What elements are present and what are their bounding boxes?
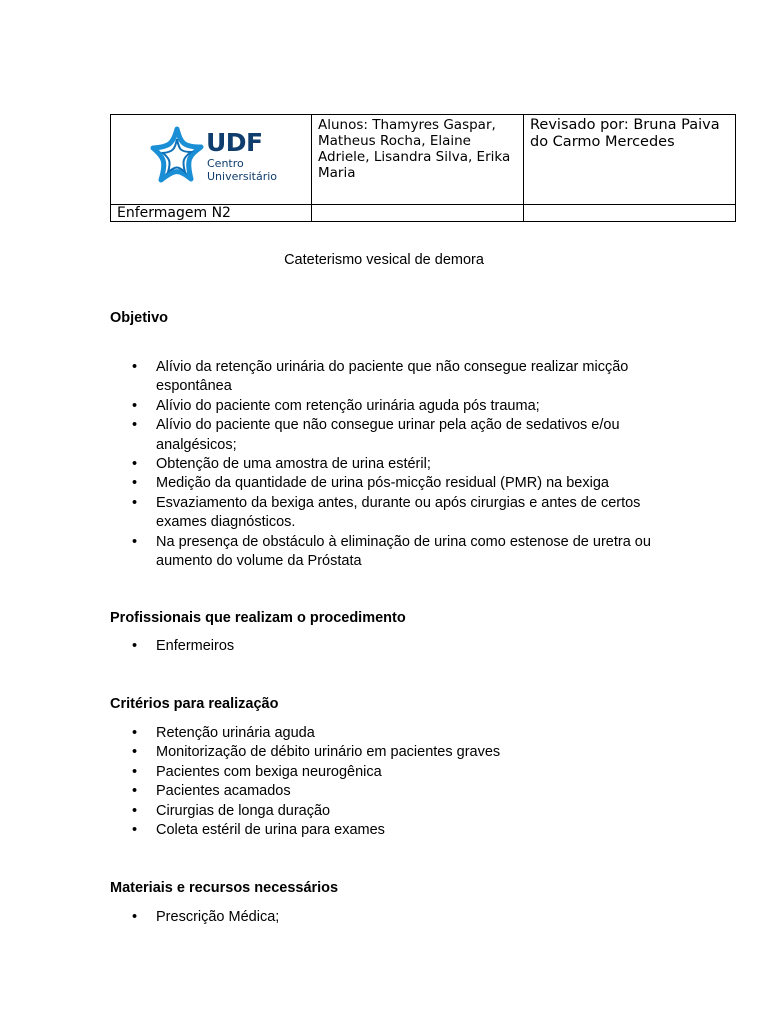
criterios-list bbox=[110, 724, 670, 840]
empty-cell bbox=[524, 205, 736, 222]
list-item: • Alívio da retenção urinária do paciente que não consegue realizar micção espontânea bbox=[110, 358, 670, 397]
section-heading-objetivo: Objetivo bbox=[110, 310, 169, 326]
reviewer-cell: Revisado por: Bruna Paiva do Carmo Mercedes bbox=[524, 115, 736, 205]
logo-cell bbox=[111, 115, 312, 205]
objetivo-list bbox=[110, 358, 670, 571]
header-table bbox=[110, 114, 736, 222]
list-item: • Alívio do paciente com retenção urinária aguda pós trauma; bbox=[110, 397, 670, 416]
students-cell: Alunos: Thamyres Gaspar, Matheus Rocha, Elaine Adriele, Lisandra Silva, Erika Maria bbox=[312, 115, 524, 205]
udf-logo bbox=[149, 125, 299, 187]
list-item: • Pacientes com bexiga neurogênica bbox=[110, 763, 670, 782]
list-item: • Monitorização de débito urinário em pacientes graves bbox=[110, 743, 670, 762]
list-item: • Alívio do paciente que não consegue urinar pela ação de sedativos e/ou analgésicos; bbox=[110, 416, 670, 455]
materiais-list bbox=[110, 908, 670, 927]
star-logo-icon bbox=[149, 125, 205, 185]
list-item: • Na presença de obstáculo à eliminação de urina como estenose de uretra ou aumento do volume da Próstata bbox=[110, 533, 670, 572]
profissionais-list bbox=[110, 637, 670, 656]
document-title: Cateterismo vesical de demora bbox=[284, 252, 484, 268]
list-item: • Obtenção de uma amostra de urina estéril; bbox=[110, 455, 670, 474]
list-item: • Retenção urinária aguda bbox=[110, 724, 670, 743]
list-item: • Medição da quantidade de urina pós-micção residual (PMR) na bexiga bbox=[110, 474, 670, 493]
logo-subtitle-line2: Universitário bbox=[207, 170, 278, 183]
section-heading-profissionais: Profissionais que realizam o procedimento bbox=[110, 610, 406, 626]
list-item: • Enfermeiros bbox=[110, 637, 670, 656]
list-item: • Pacientes acamados bbox=[110, 782, 670, 801]
list-item: • Cirurgias de longa duração bbox=[110, 802, 670, 821]
logo-subtitle-line1: Centro bbox=[207, 157, 244, 170]
course-cell: Enfermagem N2 bbox=[111, 205, 312, 222]
empty-cell bbox=[312, 205, 524, 222]
logo-brand-text: UDF bbox=[206, 128, 263, 157]
list-item: • Prescrição Médica; bbox=[110, 908, 670, 927]
list-item: • Coleta estéril de urina para exames bbox=[110, 821, 670, 840]
section-heading-materiais: Materiais e recursos necessários bbox=[110, 880, 339, 896]
section-heading-criterios: Critérios para realização bbox=[110, 696, 279, 712]
list-item: • Esvaziamento da bexiga antes, durante ou após cirurgias e antes de certos exames diagnósticos. bbox=[110, 494, 670, 533]
